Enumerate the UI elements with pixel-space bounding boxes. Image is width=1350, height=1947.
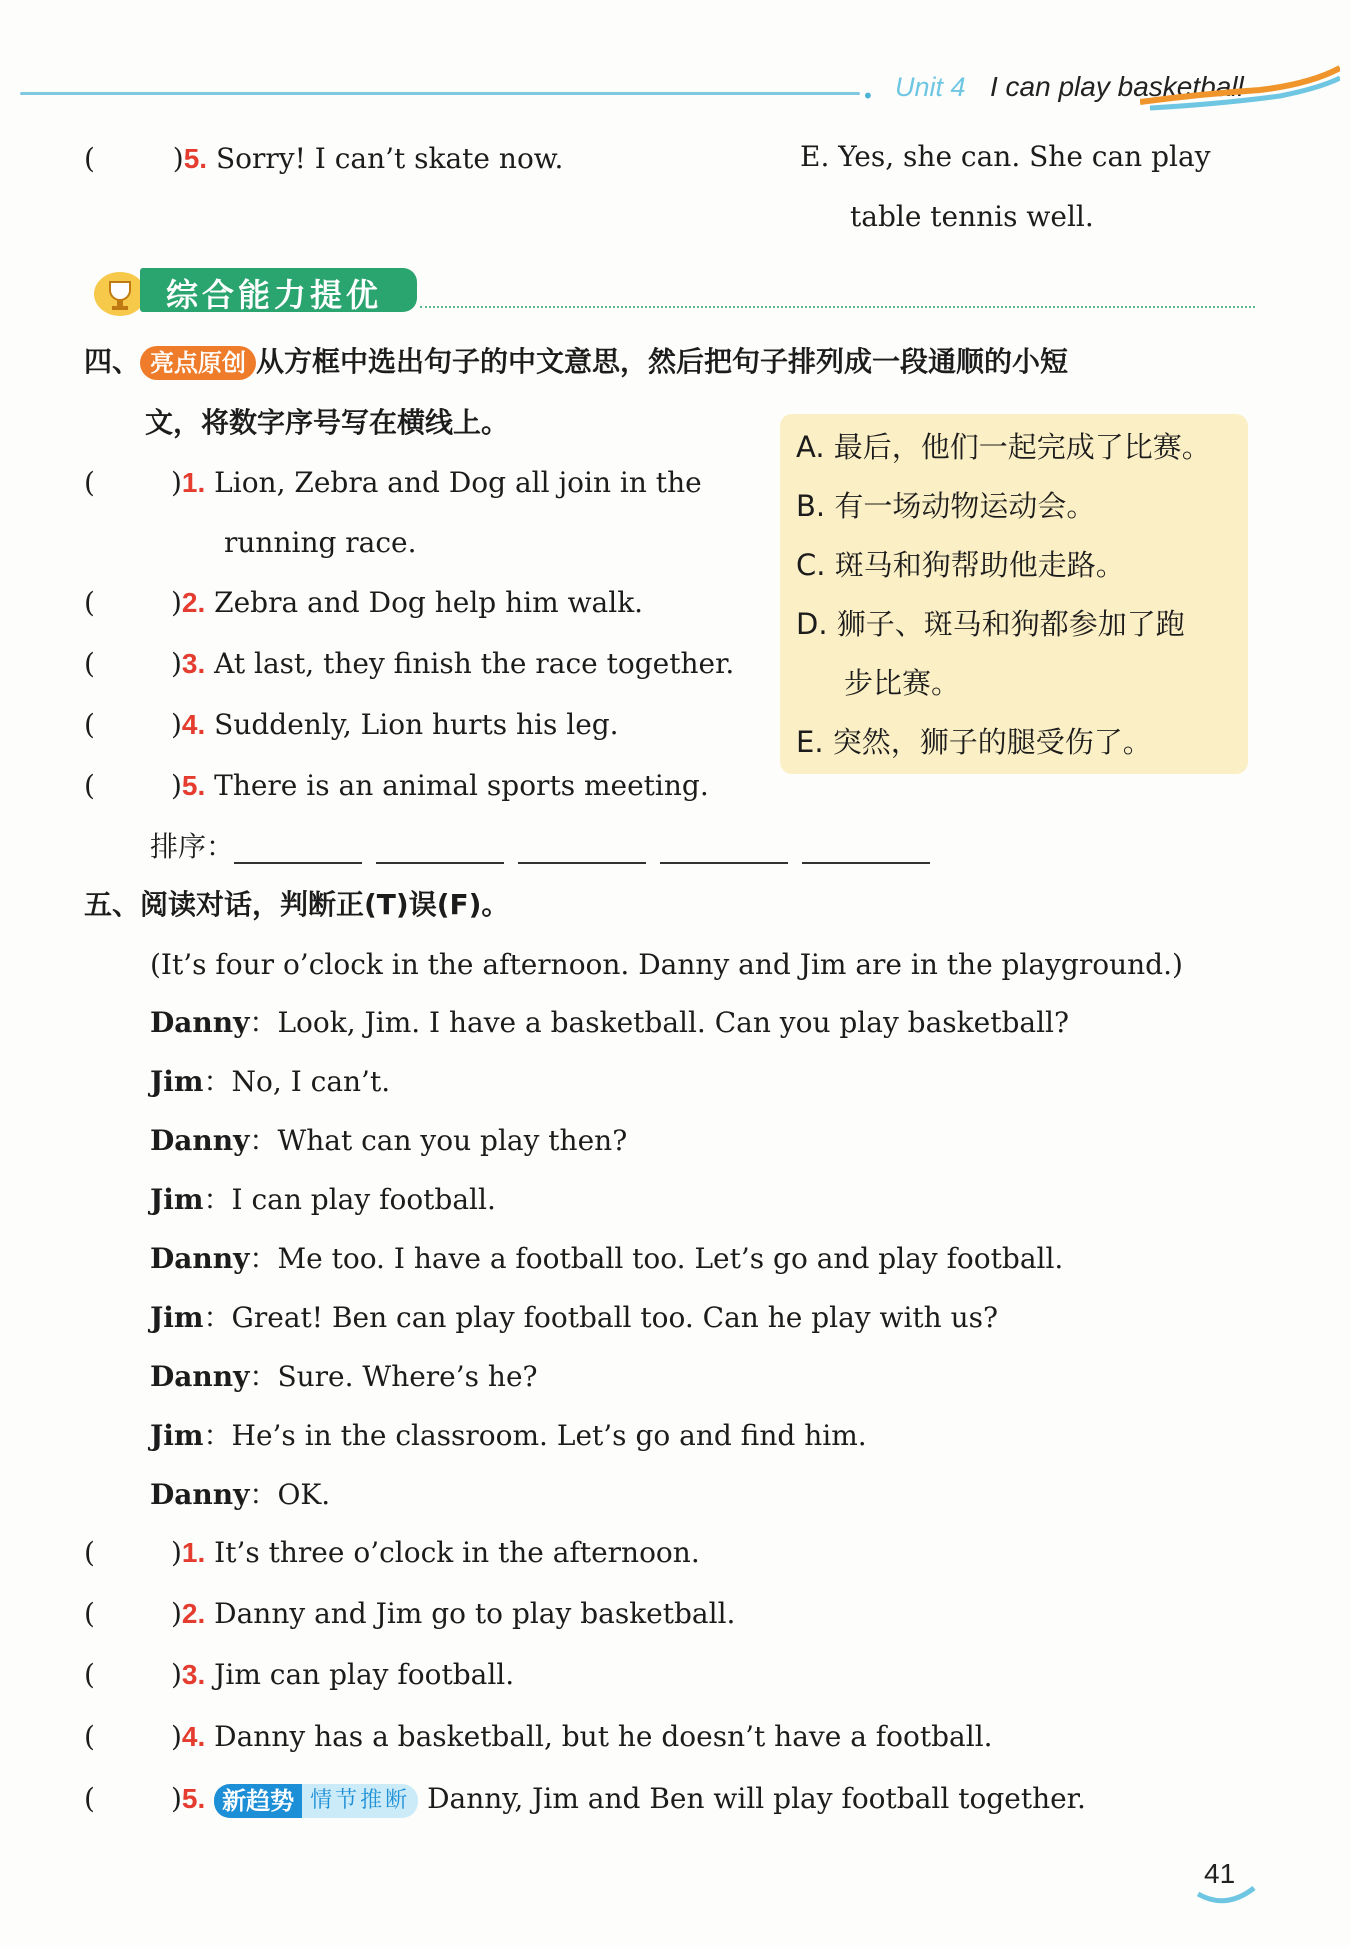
- line-text: Sure. Where’s he?: [277, 1360, 538, 1393]
- q4-item-5: [84, 769, 709, 803]
- speaker-separator: ：: [203, 1065, 232, 1098]
- paren-close: ): [170, 708, 182, 741]
- option-text: 最后，他们一起完成了比赛。: [833, 430, 1211, 464]
- q4-item-1-line2: running race.: [224, 526, 417, 559]
- dialogue-line: [150, 1006, 1069, 1040]
- speaker-separator: ：: [249, 1360, 278, 1393]
- q4-item-1: [84, 466, 702, 500]
- statement-number: 5.: [181, 1783, 206, 1814]
- speaker-separator: ：: [203, 1419, 232, 1452]
- speaker: Jim: [150, 1065, 204, 1098]
- trend-badge: 新趋势: [214, 1784, 302, 1818]
- option-text: 突然，狮子的腿受伤了。: [832, 725, 1152, 759]
- answer-blank[interactable]: (: [84, 1597, 95, 1630]
- question-text: Sorry! I can’t skate now.: [215, 142, 564, 175]
- paren-close: ): [170, 769, 182, 802]
- speaker: Danny: [150, 1124, 250, 1157]
- speaker: Jim: [150, 1301, 204, 1334]
- prev-question-5: [84, 142, 563, 176]
- answer-blank[interactable]: (: [84, 1536, 95, 1569]
- section-title: 综合能力提优: [166, 276, 383, 314]
- option-letter: E.: [796, 725, 824, 759]
- dialogue-line: [150, 1183, 496, 1217]
- line-text: OK.: [277, 1478, 331, 1511]
- speaker: Jim: [150, 1419, 204, 1452]
- trend-badge-sub: 情节推断: [302, 1784, 418, 1818]
- statement-number: 2.: [181, 1598, 206, 1629]
- option-letter: B.: [796, 489, 826, 523]
- statement-number: 1.: [181, 1537, 206, 1568]
- q4-item-2: [84, 586, 643, 620]
- option-letter: C.: [796, 548, 826, 582]
- order-blank-3[interactable]: [518, 834, 646, 864]
- statement-number: 3.: [181, 1659, 206, 1690]
- statement-4: [84, 1720, 993, 1754]
- order-blank-1[interactable]: [234, 834, 362, 864]
- paren-close: ): [170, 1720, 182, 1753]
- order-blank-4[interactable]: [660, 834, 788, 864]
- statement-text: Jim can play football.: [214, 1658, 515, 1691]
- statement-text: Danny, Jim and Ben will play football together.: [427, 1782, 1086, 1815]
- paren-close: ): [170, 1782, 182, 1815]
- header-rule: [20, 92, 860, 95]
- line-text: Look, Jim. I have a basketball. Can you play basketball?: [277, 1006, 1069, 1039]
- dialogue-line: [150, 1360, 538, 1394]
- statement-2: [84, 1597, 735, 1631]
- section-divider: [420, 306, 1255, 308]
- dialogue-line: [150, 1124, 627, 1158]
- line-text: I can play football.: [231, 1183, 496, 1216]
- statement-5: [84, 1782, 1086, 1818]
- dialogue-line: [150, 1301, 998, 1335]
- q4-instruction: [84, 345, 1068, 380]
- order-blank-5[interactable]: [802, 834, 930, 864]
- answer-blank[interactable]: (: [84, 708, 95, 741]
- prev-option-e: [800, 140, 1211, 174]
- statement-text: Danny and Jim go to play basketball.: [214, 1597, 736, 1630]
- trophy-icon: [90, 268, 146, 318]
- order-row: [150, 830, 944, 864]
- q4-instruction-line2: 文，将数字序号写在横线上。: [145, 406, 510, 439]
- page-number-swoosh-icon: [1196, 1884, 1256, 1908]
- option-b: [796, 489, 1095, 523]
- q4-label: 四、: [84, 345, 141, 378]
- header-dot-icon: •: [862, 84, 874, 108]
- paren-close: ): [170, 647, 182, 680]
- prev-option-e-line2: table tennis well.: [850, 200, 1094, 233]
- answer-paren-open[interactable]: (: [84, 142, 95, 175]
- options-box: [780, 414, 1248, 774]
- item-text: At last, they finish the race together.: [214, 647, 735, 680]
- original-badge: 亮点原创: [140, 346, 256, 380]
- paren-close: ): [170, 466, 182, 499]
- speaker: Danny: [150, 1478, 250, 1511]
- option-text: 斑马和狗帮助他走路。: [834, 548, 1125, 582]
- answer-blank[interactable]: (: [84, 586, 95, 619]
- item-text: Suddenly, Lion hurts his leg.: [214, 708, 619, 741]
- option-letter: D.: [796, 607, 828, 641]
- line-text: He’s in the classroom. Let’s go and find him.: [231, 1419, 867, 1452]
- statement-3: [84, 1658, 514, 1692]
- item-text: Zebra and Dog help him walk.: [214, 586, 644, 619]
- statement-number: 4.: [181, 1721, 206, 1752]
- option-letter: E.: [800, 140, 830, 173]
- paren-close: ): [170, 1597, 182, 1630]
- option-letter: A.: [796, 430, 825, 464]
- option-d: [796, 607, 1185, 641]
- item-number: 4.: [181, 709, 206, 740]
- answer-blank[interactable]: (: [84, 647, 95, 680]
- statement-text: Danny has a basketball, but he doesn’t have a football.: [214, 1720, 993, 1753]
- order-label: 排序：: [150, 830, 235, 863]
- speaker: Danny: [150, 1006, 250, 1039]
- q4-item-4: [84, 708, 619, 742]
- dialogue-line: [150, 1065, 390, 1099]
- statement-text: It’s three o’clock in the afternoon.: [214, 1536, 700, 1569]
- q4-instruction-line1: 从方框中选出句子的中文意思，然后把句子排列成一段通顺的小短: [256, 345, 1069, 378]
- line-text: What can you play then?: [277, 1124, 628, 1157]
- speaker: Danny: [150, 1242, 250, 1275]
- paren-close: ): [170, 1536, 182, 1569]
- speaker-separator: ：: [249, 1242, 278, 1275]
- answer-blank[interactable]: (: [84, 466, 95, 499]
- speaker: Danny: [150, 1360, 250, 1393]
- line-text: No, I can’t.: [231, 1065, 391, 1098]
- item-number: 1.: [181, 467, 206, 498]
- option-text: Yes, she can. She can play: [838, 140, 1211, 173]
- q5-scene: (It’s four o’clock in the afternoon. Danny and Jim are in the playground.): [150, 948, 1183, 981]
- answer-blank[interactable]: (: [84, 1720, 95, 1753]
- paren-close: ): [170, 586, 182, 619]
- answer-blank[interactable]: (: [84, 1658, 95, 1691]
- answer-blank[interactable]: (: [84, 769, 95, 802]
- dialogue-line: [150, 1478, 330, 1512]
- option-c: [796, 548, 1125, 582]
- option-text: 有一场动物运动会。: [834, 489, 1096, 523]
- q5-title: 五、阅读对话，判断正(T)误(F)。: [84, 888, 510, 921]
- statement-1: [84, 1536, 700, 1570]
- header-swoosh-icon: [1140, 64, 1340, 112]
- speaker-separator: ：: [203, 1183, 232, 1216]
- question-number: 5.: [183, 143, 208, 174]
- answer-paren-close: ): [172, 142, 184, 175]
- header-unit: Unit 4: [895, 72, 966, 102]
- answer-blank[interactable]: (: [84, 1782, 95, 1815]
- page-number: 41: [1204, 1858, 1236, 1889]
- line-text: Me too. I have a football too. Let’s go and play football.: [277, 1242, 1064, 1275]
- option-d-line2: 步比赛。: [844, 666, 961, 700]
- speaker-separator: ：: [249, 1124, 278, 1157]
- option-text: 狮子、斑马和狗都参加了跑: [836, 607, 1185, 641]
- speaker-separator: ：: [249, 1006, 278, 1039]
- line-text: Great! Ben can play football too. Can he play with us?: [231, 1301, 999, 1334]
- option-a: [796, 430, 1211, 464]
- dialogue-line: [150, 1242, 1063, 1276]
- item-number: 2.: [181, 587, 206, 618]
- speaker-separator: ：: [249, 1478, 278, 1511]
- item-text: Lion, Zebra and Dog all join in the: [214, 466, 702, 499]
- speaker-separator: ：: [203, 1301, 232, 1334]
- speaker: Jim: [150, 1183, 204, 1216]
- paren-close: ): [170, 1658, 182, 1691]
- option-e: [796, 725, 1152, 759]
- header-title: I can play basketball: [990, 71, 1244, 102]
- item-number: 5.: [181, 770, 206, 801]
- item-number: 3.: [181, 648, 206, 679]
- q4-item-3: [84, 647, 734, 681]
- item-text: There is an animal sports meeting.: [214, 769, 709, 802]
- dialogue-line: [150, 1419, 867, 1453]
- order-blank-2[interactable]: [376, 834, 504, 864]
